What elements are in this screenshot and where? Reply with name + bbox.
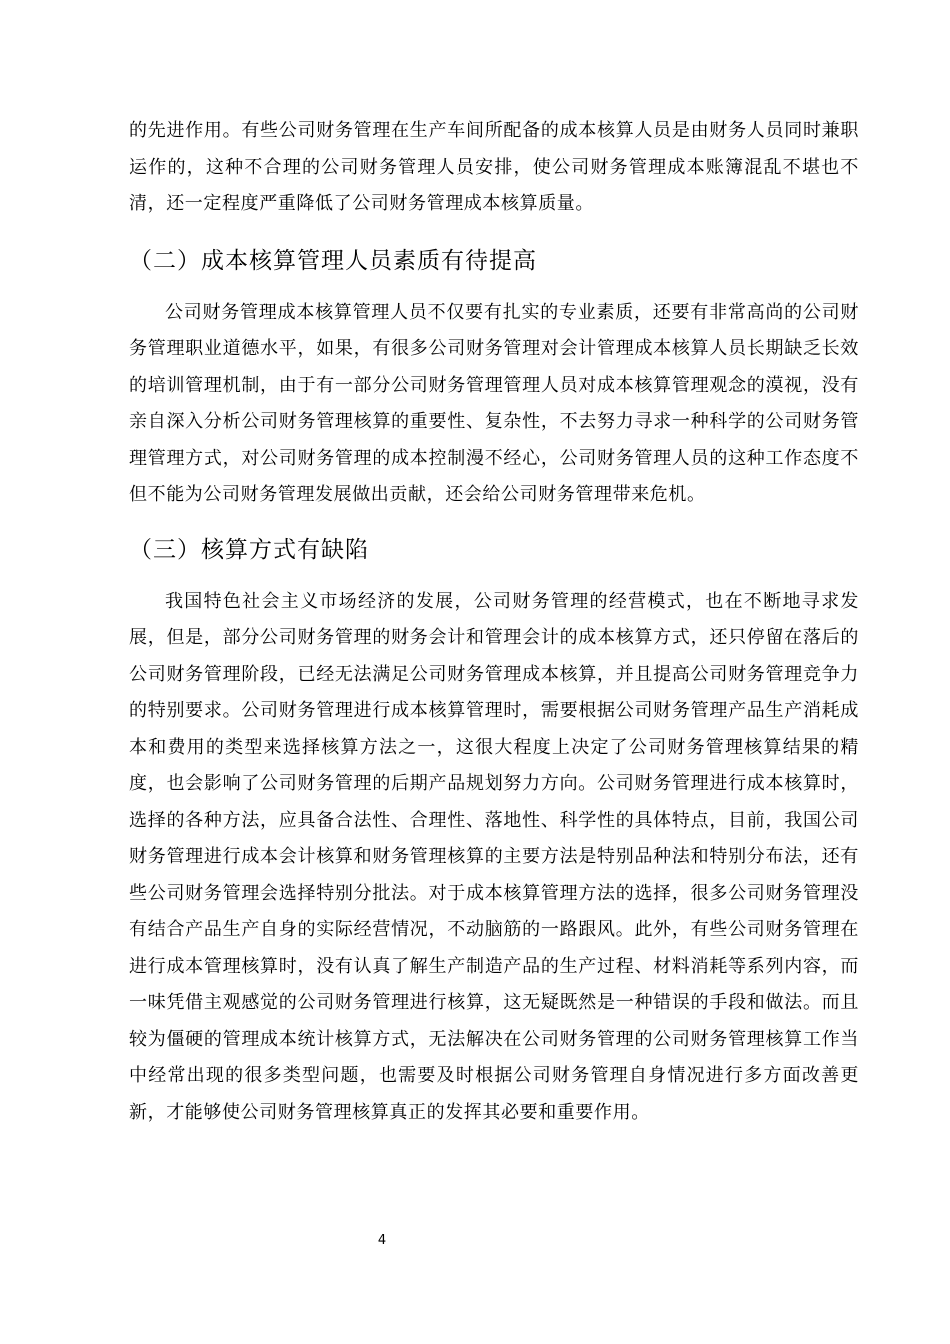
paragraph-continuation: 的先进作用。有些公司财务管理在生产车间所配备的成本核算人员是由财务人员同时兼职运作的，这种不合理的公司财务管理人员安排，使公司财务管理成本账簿混乱不堪也不清，还一定程度严重降低了公司财务管理成本核算质量。 (129, 120, 859, 214)
paragraph-accounting-method: 我国特色社会主义市场经济的发展，公司财务管理的经营模式，也在不断地寻求发展，但是，部分公司财务管理的财务会计和管理会计的成本核算方式，还只停留在落后的公司财务管理阶段，已经无法满足公司财务管理成本核算，并且提高公司财务管理竞争力的特别要求。公司财务管理进行成本核算管理时，需要根据公司财务管理产品生产消耗成本和费用的类型来选择核算方法之一，这很大程度上决定了公司财务管理核算结果的精度，也会影响了公司财务管理的后期产品规划努力方向。公司财务管理进行成本核算时，选择的各种方法，应具备合法性、合理性、落地性、科学性的具体特点，目前，我国公司财务管理进行成本会计核算和财务管理核算的主要方法是特别品种法和特别分布法，还有些公司财务管理会选择特别分批法。对于成本核算管理方法的选择，很多公司财务管理没有结合产品生产自身的实际经营情况，不动脑筋的一路跟风。此外，有些公司财务管理在进行成本管理核算时，没有认真了解生产制造产品的生产过程、材料消耗等系列内容，而一味凭借主观感觉的公司财务管理进行核算，这无疑既然是一种错误的手段和做法。而且较为僵硬的管理成本统计核算方式，无法解决在公司财务管理的公司财务管理核算工作当中经常出现的很多类型问题，也需要及时根据公司财务管理自身情况进行多方面改善更新，才能够使公司财务管理核算真正的发挥其必要和重要作用。 (129, 590, 859, 1123)
paragraph-staff-quality: 公司财务管理成本核算管理人员不仅要有扎实的专业素质，还要有非常高尚的公司财务管理职业道德水平，如果，有很多公司财务管理对会计管理成本核算人员长期缺乏长效的培训管理机制，由于有一部分公司财务管理管理人员对成本核算管理观念的漠视，没有亲自深入分析公司财务管理核算的重要性、复杂性，不去努力寻求一种科学的公司财务管理管理方式，对公司财务管理的成本控制漫不经心，公司财务管理人员的这种工作态度不但不能为公司财务管理发展做出贡献，还会给公司财务管理带来危机。 (129, 301, 859, 505)
document-body (129, 113, 859, 1131)
section-heading-3: （三）核算方式有缺陷 (129, 536, 369, 563)
section-heading-2: （二）成本核算管理人员素质有待提高 (129, 247, 537, 274)
page-number: 4 (377, 1233, 387, 1248)
